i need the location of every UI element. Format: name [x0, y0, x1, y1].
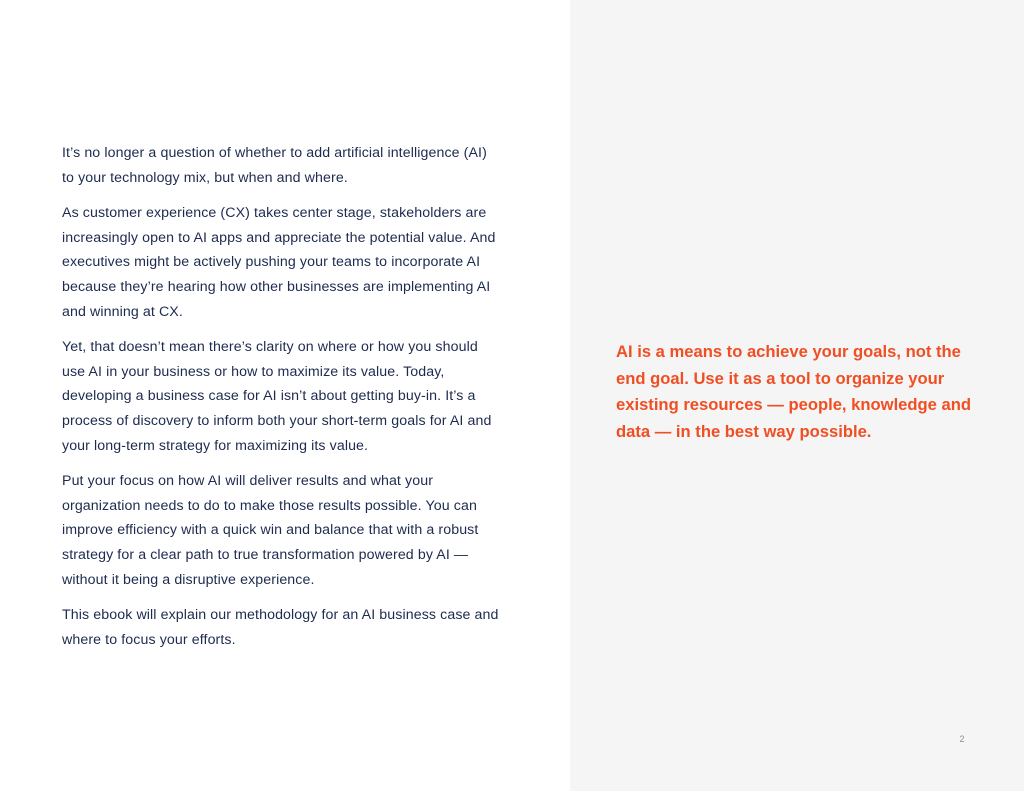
pull-quote: AI is a means to achieve your goals, not the end goal. Use it as a tool to organize your existing resources — people, knowledge and data — in the best way possible. — [616, 342, 972, 441]
paragraph-5: This ebook will explain our methodology for an AI business case and where to focus your efforts. — [62, 607, 499, 648]
body-text — [62, 141, 500, 663]
paragraph-4: Put your focus on how AI will deliver results and what your organization needs to do to make those results possible. You can improve efficiency with a quick win and balance that with a robust strategy for a clear path to true transformation powered by AI — without it being a disruptive experience. — [62, 473, 479, 588]
page-number: 2 — [959, 734, 965, 744]
paragraph-1: It’s no longer a question of whether to add artificial intelligence (AI) to your technology mix, but when and where. — [62, 145, 487, 186]
paragraph-2: As customer experience (CX) takes center stage, stakeholders are increasingly open to AI apps and appreciate the potential value. And executives might be actively pushing your teams to incorporate AI because they’re hearing how other businesses are implementing AI and winning at CX. — [62, 205, 496, 320]
paragraph-3: Yet, that doesn’t mean there’s clarity on where or how you should use AI in your business or how to maximize its value. Today, developing a business case for AI isn’t about getting buy-in. It’s a process of discovery to inform both your short-term goals for AI and your long-term strategy for maximizing its value. — [62, 339, 492, 454]
